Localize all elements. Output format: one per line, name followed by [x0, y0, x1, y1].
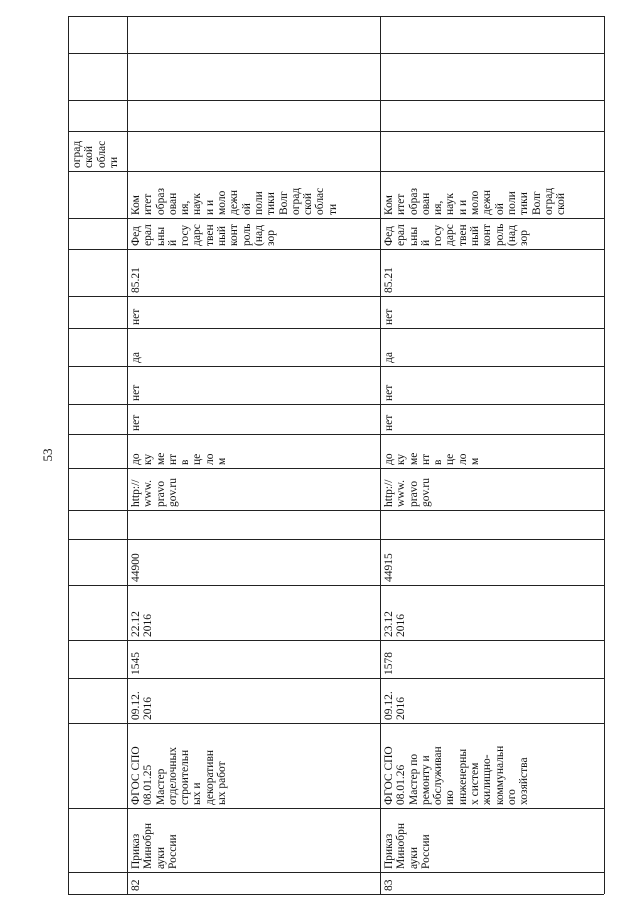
continuation-text-cell: [68, 131, 127, 171]
source-line: http://: [383, 479, 395, 507]
doc-type-line: Минобрн: [142, 822, 155, 869]
body-line: ия,: [179, 200, 192, 215]
regulations-table: [68, 16, 604, 894]
authority-line: ьны: [154, 226, 167, 246]
flag1-cell: [127, 404, 380, 434]
title-line: ФГОС СПО: [130, 746, 142, 805]
authority-line: (над: [505, 225, 518, 246]
flag2-line: нет: [130, 384, 142, 401]
flag4-line: нет: [383, 308, 395, 325]
doc-type-line: России: [166, 834, 179, 869]
flag1: [130, 415, 142, 431]
status-line: до: [130, 453, 142, 465]
body-line: образ: [407, 188, 420, 215]
code: [383, 267, 395, 293]
reg-num-cell: [127, 640, 380, 678]
source-line: pravo: [154, 480, 167, 507]
authority: [383, 224, 531, 246]
date2-cell: [127, 585, 380, 640]
title-line: х систем: [469, 762, 482, 805]
date2-line: 2016: [142, 614, 155, 637]
reg-id-cell: [380, 539, 604, 585]
doc-type-cell: [380, 808, 604, 872]
source-line: www.: [395, 479, 408, 507]
flag4-line: нет: [130, 308, 142, 325]
table-row-border: [68, 510, 604, 511]
title-line: инженерны: [456, 748, 469, 805]
status-cell: [127, 434, 380, 468]
flag1-cell: [380, 404, 604, 434]
table-row-border: [68, 16, 604, 17]
authority-line: твен: [203, 224, 216, 246]
continuation-text-line: оград: [71, 140, 83, 168]
body-line: образ: [154, 188, 167, 215]
reg-id: [130, 553, 142, 582]
num: [130, 880, 142, 892]
reg-id: [383, 553, 395, 582]
reg-num-line: 1545: [130, 652, 142, 675]
body-line: ия,: [432, 200, 445, 215]
date1-line: 2016: [395, 697, 408, 720]
status: [130, 453, 228, 465]
doc-type-line: ауки: [407, 846, 420, 869]
authority-line: конт: [228, 224, 241, 246]
status-cell: [380, 434, 604, 468]
body-line: итет: [142, 193, 155, 215]
doc-type-line: России: [419, 834, 432, 869]
body-line: и и: [203, 199, 216, 215]
status-line: м: [469, 457, 482, 465]
title-line: хозяйства: [518, 757, 531, 805]
num-cell: [127, 872, 380, 894]
body-line: ской: [555, 192, 568, 215]
authority-line: й: [166, 239, 179, 246]
body-line: ован: [166, 192, 179, 215]
authority-line: роль: [493, 223, 506, 246]
num-line: 83: [383, 879, 395, 891]
authority-line: ерал: [395, 224, 408, 246]
authority-line: дарс: [191, 224, 204, 246]
body-line: ован: [419, 192, 432, 215]
body-line: Волг: [277, 191, 290, 215]
title: [383, 746, 531, 805]
authority-line: Фед: [383, 226, 395, 246]
flag3: [130, 352, 142, 363]
status-line: м: [216, 457, 229, 465]
title: [130, 746, 228, 805]
body-line: ой: [240, 203, 253, 215]
flag4-cell: [127, 296, 380, 328]
table-row-border: [68, 894, 604, 895]
date2-line: 23.12: [383, 611, 395, 637]
status-line: нт: [166, 453, 179, 465]
date1-line: 2016: [142, 697, 155, 720]
source-line: pravo: [407, 480, 420, 507]
title-cell: [127, 723, 380, 808]
body-line: моло: [469, 190, 482, 215]
doc-type-cell: [127, 808, 380, 872]
table-row-border: [68, 53, 604, 54]
table-row-border: [68, 100, 604, 101]
status-line: ку: [142, 453, 155, 465]
reg-id-line: 44900: [130, 553, 142, 582]
page-number: 53: [40, 448, 55, 462]
status-line: ло: [456, 453, 469, 465]
reg-num-cell: [380, 640, 604, 678]
body-line: наук: [444, 192, 457, 215]
status-line: це: [191, 453, 204, 465]
body-line: Ком: [383, 195, 395, 215]
reg-num: [383, 652, 395, 675]
body-line: пoли: [505, 191, 518, 215]
title-line: ФГОС СПО: [383, 746, 395, 805]
authority-cell: [127, 218, 380, 249]
date1-line: 09.12.: [383, 691, 395, 720]
source-line: http://: [130, 479, 142, 507]
num-cell: [380, 872, 604, 894]
title-line: декоративн: [203, 749, 216, 805]
body-line: дежн: [481, 189, 494, 215]
status-line: ме: [154, 452, 167, 465]
body-line: тики: [265, 192, 278, 215]
flag2: [383, 385, 395, 401]
authority-line: роль: [240, 223, 253, 246]
flag2: [130, 385, 142, 401]
reg-id-cell: [127, 539, 380, 585]
status-line: в: [432, 459, 445, 465]
authority-line: конт: [481, 224, 494, 246]
date1: [130, 691, 155, 720]
flag4-cell: [380, 296, 604, 328]
date2-cell: [380, 585, 604, 640]
body-line: ой: [493, 203, 506, 215]
title-line: обслуживан: [432, 746, 445, 805]
reg-id-line: 44915: [383, 553, 395, 582]
date2: [383, 611, 408, 637]
title-cell: [380, 723, 604, 808]
body-line: и и: [456, 199, 469, 215]
date1-line: 09.12.: [130, 691, 142, 720]
authority-line: ный: [469, 225, 482, 246]
doc-type-line: Минобрн: [395, 822, 408, 869]
authority: [130, 224, 278, 246]
authority-line: ерал: [142, 224, 155, 246]
code-line: 85.21: [383, 267, 395, 293]
flag4: [383, 309, 395, 325]
flag3-line: да: [130, 352, 142, 363]
body-line: пoли: [252, 191, 265, 215]
body: [130, 188, 339, 215]
title-line: 08.01.25: [142, 764, 155, 805]
authority-line: (над: [252, 225, 265, 246]
doc-type-line: ауки: [154, 846, 167, 869]
body-cell: [380, 171, 604, 218]
body-line: моло: [216, 190, 229, 215]
source: [130, 478, 179, 507]
source-line: www.: [142, 479, 155, 507]
status-line: в: [179, 459, 192, 465]
title-line: 08.01.26: [395, 764, 408, 805]
authority-line: зор: [265, 230, 278, 246]
body-cell: [127, 171, 380, 218]
authority-line: госу: [179, 224, 192, 246]
code: [130, 267, 142, 293]
flag3: [383, 352, 395, 363]
date1: [383, 691, 408, 720]
flag4: [130, 309, 142, 325]
title-line: ию: [444, 790, 457, 805]
authority-line: й: [419, 239, 432, 246]
source: [383, 478, 432, 507]
code-line: 85.21: [130, 267, 142, 293]
title-line: коммунальн: [493, 745, 506, 805]
doc-type: [130, 823, 179, 869]
flag2-cell: [380, 366, 604, 404]
title-line: Мастер: [154, 768, 167, 805]
title-line: строительн: [179, 749, 192, 805]
body-line: ской: [302, 192, 315, 215]
authority-line: зор: [518, 230, 531, 246]
date2-line: 2016: [395, 614, 408, 637]
body-line: Ком: [130, 195, 142, 215]
flag2-cell: [127, 366, 380, 404]
body: [383, 188, 567, 215]
title-line: жилищно-: [481, 754, 494, 805]
doc-type-line: Приказ: [130, 833, 142, 869]
code-cell: [380, 249, 604, 296]
title-line: ремонту и: [419, 755, 432, 805]
continuation-text: [71, 141, 120, 168]
num: [383, 880, 395, 892]
code-cell: [127, 249, 380, 296]
doc-type: [383, 823, 432, 869]
reg-num: [130, 652, 142, 675]
date1-cell: [380, 678, 604, 723]
status-line: ку: [395, 453, 408, 465]
body-line: итет: [395, 193, 408, 215]
body-line: наук: [191, 192, 204, 215]
body-line: ти: [326, 203, 339, 215]
authority-line: госу: [432, 224, 445, 246]
status-line: це: [444, 453, 457, 465]
flag1-line: нет: [383, 414, 395, 431]
reg-num-line: 1578: [383, 652, 395, 675]
source-cell: [127, 468, 380, 510]
date2-line: 22.12: [130, 611, 142, 637]
body-line: оград: [542, 187, 555, 215]
source-line: gov.ru: [166, 478, 179, 507]
num-line: 82: [130, 879, 142, 891]
title-line: ых работ: [216, 761, 229, 805]
body-line: Волг: [530, 191, 543, 215]
body-line: облас: [314, 187, 327, 215]
table-column-border: [604, 16, 605, 894]
title-line: отделочных: [166, 746, 179, 805]
flag3-line: да: [383, 352, 395, 363]
source-cell: [380, 468, 604, 510]
flag2-line: нет: [383, 384, 395, 401]
status-line: нт: [419, 453, 432, 465]
status-line: ло: [203, 453, 216, 465]
date1-cell: [127, 678, 380, 723]
continuation-text-line: облас: [95, 140, 108, 168]
title-line: ого: [505, 789, 518, 805]
status-line: ме: [407, 452, 420, 465]
body-line: оград: [289, 187, 302, 215]
flag3-cell: [380, 328, 604, 366]
authority-line: ьны: [407, 226, 420, 246]
status-line: до: [383, 453, 395, 465]
doc-type-line: Приказ: [383, 833, 395, 869]
date2: [130, 611, 155, 637]
status: [383, 453, 481, 465]
flag1: [383, 415, 395, 431]
body-line: тики: [518, 192, 531, 215]
flag3-cell: [127, 328, 380, 366]
title-line: Мастер по: [407, 753, 420, 805]
authority-cell: [380, 218, 604, 249]
authority-line: ный: [216, 225, 229, 246]
body-line: дежн: [228, 189, 241, 215]
flag1-line: нет: [130, 414, 142, 431]
continuation-text-line: ти: [107, 156, 120, 168]
authority-line: твен: [456, 224, 469, 246]
title-line: ых и: [191, 782, 204, 805]
continuation-text-line: ской: [83, 145, 96, 168]
table-row-border: [68, 131, 604, 132]
authority-line: Фед: [130, 226, 142, 246]
source-line: gov.ru: [419, 478, 432, 507]
authority-line: дарс: [444, 224, 457, 246]
